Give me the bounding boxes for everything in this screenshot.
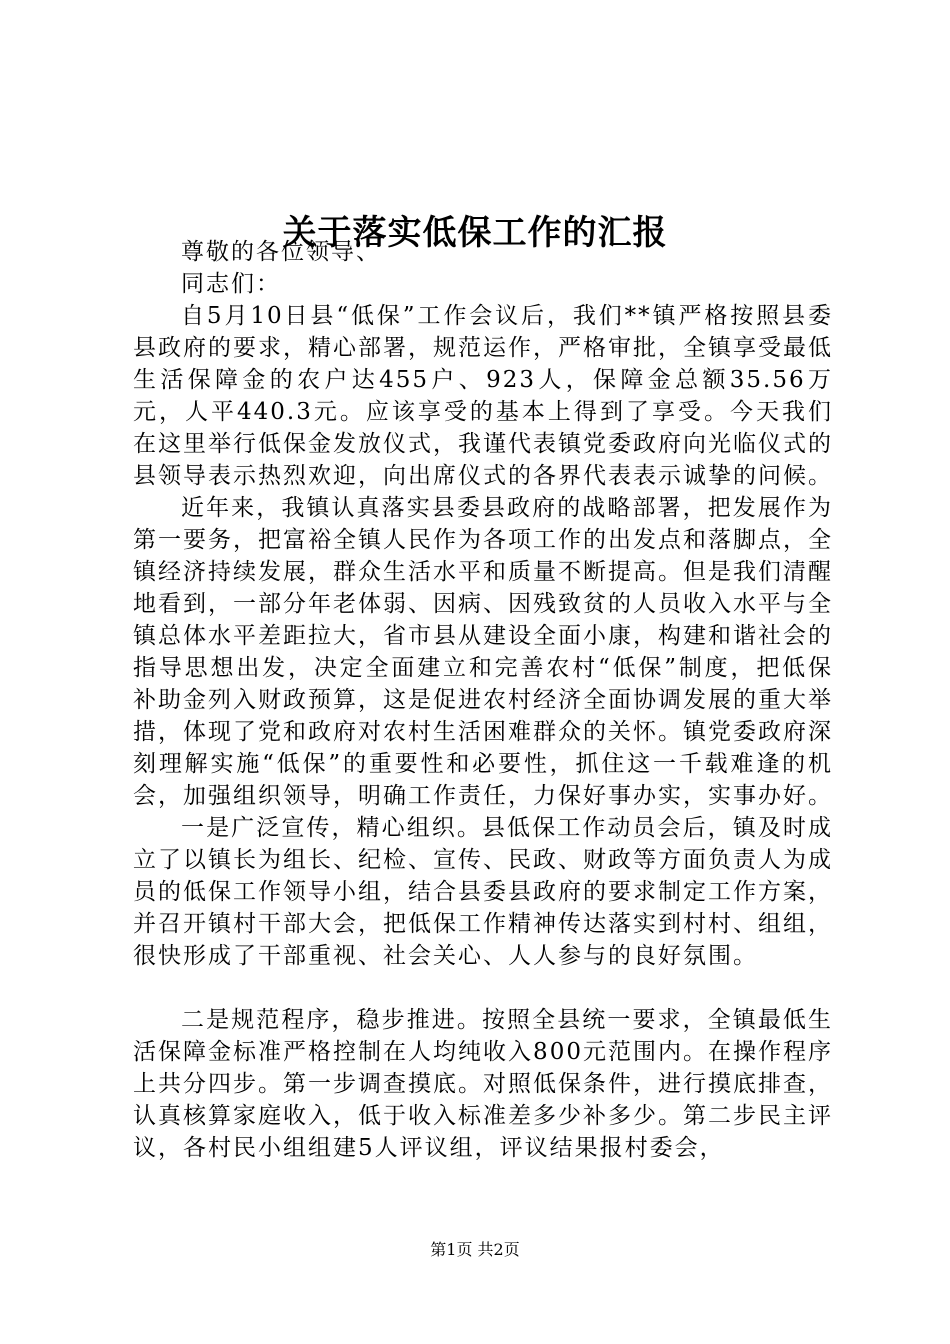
paragraph-point-two: 二是规范程序，稳步推进。按照全县统一要求，全镇最低生活保障金标准严格控制在人均纯收入800元范围内。在操作程序上共分四步。第一步调查摸底。对照低保条件，进行摸底排查，认真核算家庭收入，低于收入标准差多少补多少。第二步民主评议，各村民小组组建5人评议组，评议结果报村委会， — [133, 1007, 833, 1161]
page-number: 第1页 共2页 — [430, 1240, 520, 1259]
salutation-line-2: 同志们： — [181, 271, 281, 297]
paragraph-background: 近年来，我镇认真落实县委县政府的战略部署，把发展作为第一要务，把富裕全镇人民作为各项工作的出发点和落脚点，全镇经济持续发展，群众生活水平和质量不断提高。但是我们清醒地看到，一部分年老体弱、因病、因残致贫的人员收入水平与全镇总体水平差距拉大，省市县从建设全面小康，构建和谐社会的指导思想出发，决定全面建立和完善农村“低保”制度，把低保补助金列入财政预算，这是促进农村经济全面协调发展的重大举措，体现了党和政府对农村生活困难群众的关怀。镇党委政府深刻理解实施“低保”的重要性和必要性，抓住这一千载难逢的机会，加强组织领导，明确工作责任，力保好事办实，实事办好。 — [133, 495, 833, 809]
page-title: 关于落实低保工作的汇报 — [282, 212, 668, 253]
document-body — [133, 236, 833, 1164]
paragraph-opening: 自5月10日县“低保”工作会议后，我们**镇严格按照县委县政府的要求，精心部署，规范运作，严格审批，全镇享受最低生活保障金的农户达455户、923人，保障金总额35.56万元，人平440.3元。应该享受的基本上得到了享受。今天我们在这里举行低保金发放仪式，我谨代表镇党委政府向光临仪式的县领导表示热烈欢迎，向出席仪式的各界代表表示诚挚的问候。 — [133, 303, 833, 489]
salutation-line-1: 尊敬的各位领导、 — [181, 239, 381, 265]
paragraph-point-one: 一是广泛宣传，精心组织。县低保工作动员会后，镇及时成立了以镇长为组长、纪检、宣传、民政、财政等方面负责人为成员的低保工作领导小组，结合县委县政府的要求制定工作方案，并召开镇村干部大会，把低保工作精神传达落实到村村、组组，很快形成了干部重视、社会关心、人人参与的良好氛围。 — [133, 815, 833, 969]
